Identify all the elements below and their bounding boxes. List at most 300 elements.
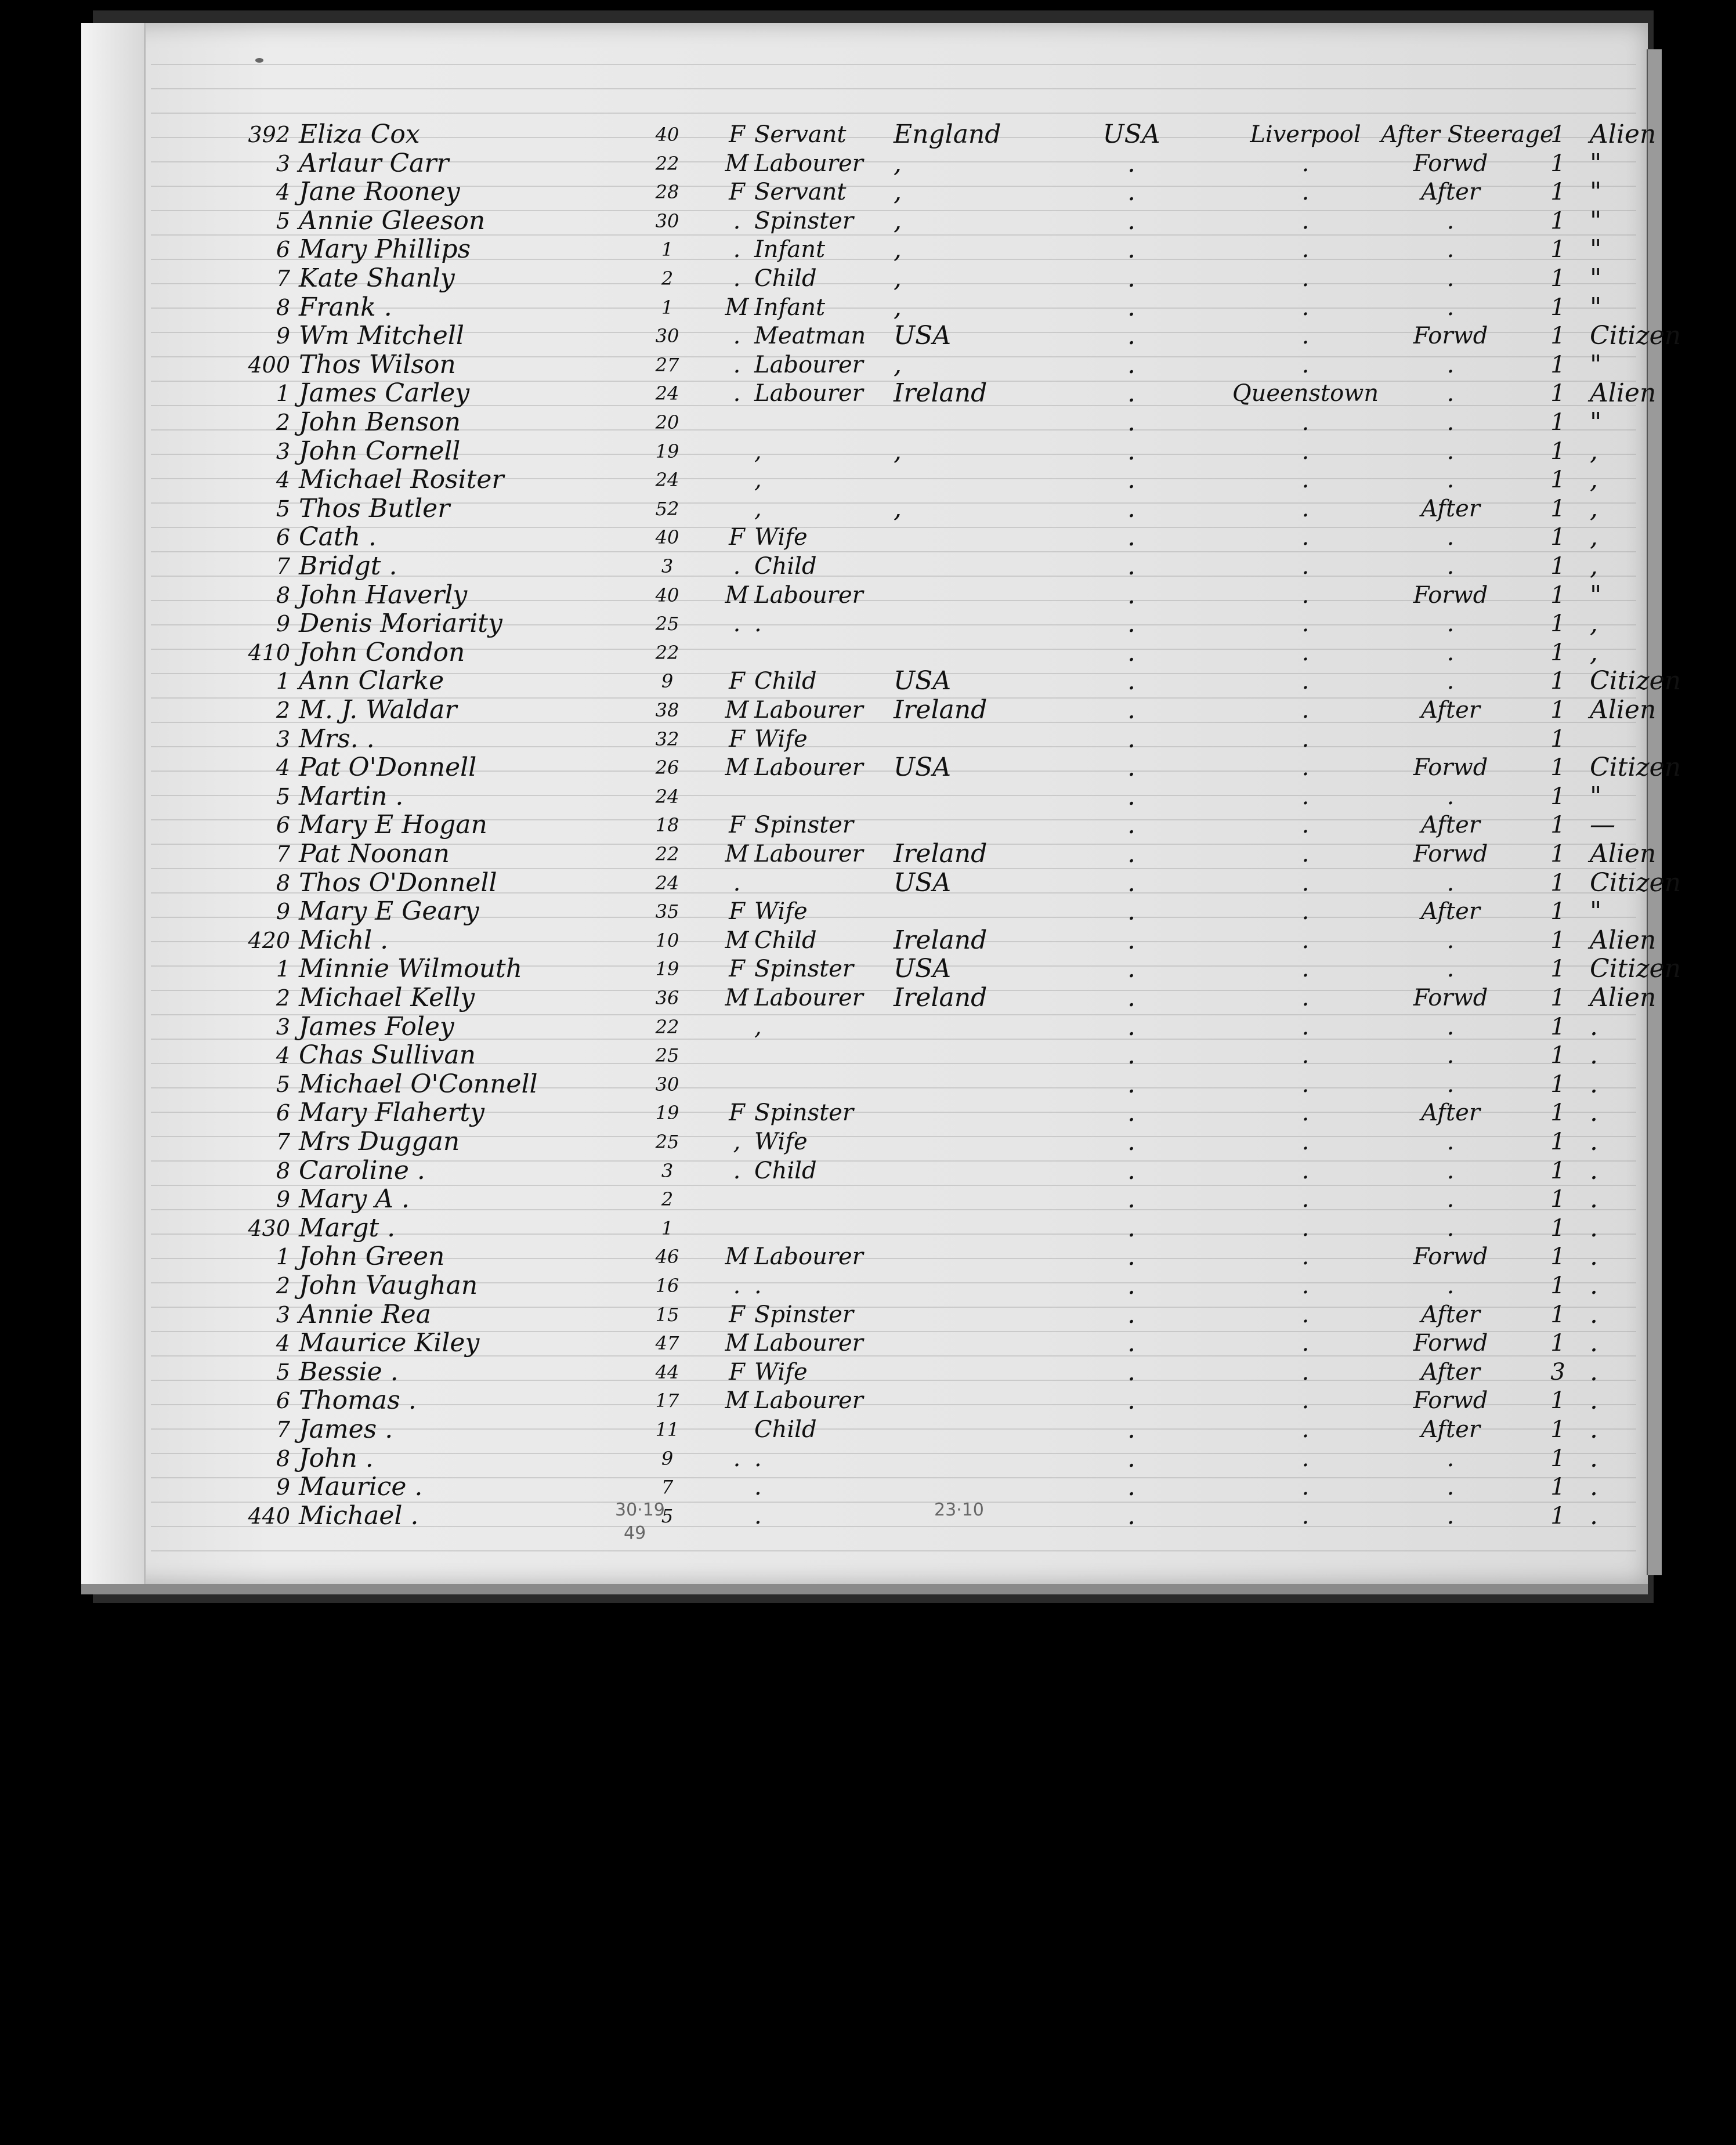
port-of-embarkation: . bbox=[1301, 524, 1310, 551]
passenger-occupation: , bbox=[754, 437, 762, 465]
passenger-name: Mary Flaherty bbox=[299, 1098, 484, 1128]
destination: . bbox=[1127, 551, 1135, 581]
passenger-sex: . bbox=[733, 236, 741, 263]
country-of-origin bbox=[894, 809, 1068, 841]
passenger-class: . bbox=[1446, 207, 1455, 234]
citizenship: " bbox=[1590, 349, 1602, 379]
port-of-embarkation: . bbox=[1301, 351, 1310, 378]
port-of-embarkation: . bbox=[1301, 207, 1310, 234]
passenger-occupation: Labourer bbox=[754, 581, 863, 609]
entry-number: 8 bbox=[276, 582, 290, 608]
passenger-occupation: Wife bbox=[754, 524, 808, 551]
entry-number: 7 bbox=[276, 1417, 290, 1442]
destination: . bbox=[1127, 177, 1135, 207]
destination: USA bbox=[1102, 120, 1160, 149]
destination: . bbox=[1127, 1242, 1135, 1272]
port-of-embarkation: . bbox=[1301, 1358, 1310, 1386]
citizenship: Citizen bbox=[1590, 321, 1681, 351]
port-of-embarkation: . bbox=[1301, 1387, 1310, 1415]
passenger-occupation: Infant bbox=[754, 236, 826, 263]
passenger-class: After bbox=[1421, 898, 1480, 925]
port-of-embarkation: . bbox=[1301, 553, 1310, 580]
passenger-name: Margt . bbox=[299, 1213, 396, 1243]
passenger-name: Pat Noonan bbox=[299, 839, 450, 869]
port-of-embarkation: . bbox=[1301, 1070, 1310, 1098]
passenger-age: 24 bbox=[655, 871, 679, 894]
citizenship: Alien bbox=[1590, 983, 1657, 1012]
passenger-sex: F bbox=[729, 898, 745, 925]
destination: . bbox=[1127, 724, 1135, 754]
passenger-sex bbox=[719, 436, 754, 467]
passenger-age: 25 bbox=[655, 1044, 679, 1067]
passenger-age: 3 bbox=[661, 555, 674, 577]
entry-number: 2 bbox=[276, 410, 290, 435]
destination: . bbox=[1127, 839, 1135, 869]
port-of-embarkation: . bbox=[1301, 323, 1310, 350]
passenger-age: 19 bbox=[655, 1102, 679, 1124]
port-of-embarkation: Liverpool bbox=[1250, 121, 1361, 148]
passenger-age: 7 bbox=[661, 1476, 674, 1499]
entry-number: 430 bbox=[248, 1215, 290, 1241]
port-of-embarkation: . bbox=[1301, 697, 1310, 724]
pieces-of-luggage: 1 bbox=[1550, 697, 1565, 724]
passenger-sex bbox=[719, 1184, 754, 1215]
pieces-of-luggage: 1 bbox=[1550, 1243, 1565, 1271]
passenger-age: 46 bbox=[655, 1246, 679, 1268]
table-row bbox=[81, 896, 1648, 927]
destination: . bbox=[1127, 1357, 1135, 1387]
passenger-class: After bbox=[1421, 1358, 1480, 1386]
passenger-class: . bbox=[1446, 236, 1455, 263]
passenger-sex bbox=[719, 1213, 754, 1244]
entry-number: 3 bbox=[276, 150, 290, 176]
destination: . bbox=[1127, 1271, 1135, 1300]
pieces-of-luggage: 1 bbox=[1550, 179, 1565, 206]
citizenship: . bbox=[1590, 1011, 1598, 1041]
entry-number: 3 bbox=[276, 1301, 290, 1327]
passenger-sex: M bbox=[725, 985, 749, 1011]
passenger-name: Martin . bbox=[299, 781, 404, 811]
citizenship: " bbox=[1590, 234, 1602, 265]
entry-number: 9 bbox=[276, 899, 290, 925]
passenger-occupation: Servant bbox=[754, 179, 847, 206]
entry-number: 8 bbox=[276, 1157, 290, 1184]
passenger-occupation: Child bbox=[754, 668, 817, 695]
passenger-age: 9 bbox=[661, 1447, 674, 1470]
port-of-embarkation: . bbox=[1301, 985, 1310, 1011]
passenger-occupation: Spinster bbox=[754, 1301, 853, 1328]
pieces-of-luggage: 1 bbox=[1550, 1186, 1565, 1213]
destination: . bbox=[1127, 1213, 1135, 1243]
citizenship: Alien bbox=[1590, 839, 1657, 869]
passenger-occupation bbox=[754, 407, 894, 438]
entry-number: 9 bbox=[276, 1187, 290, 1213]
port-of-embarkation: Queenstown bbox=[1232, 380, 1379, 407]
passenger-class: . bbox=[1446, 409, 1455, 436]
table-row bbox=[81, 119, 1657, 150]
destination: . bbox=[1127, 695, 1135, 725]
table-row bbox=[81, 1299, 1648, 1330]
destination: . bbox=[1127, 1127, 1135, 1156]
passenger-class: . bbox=[1446, 1214, 1455, 1242]
passenger-occupation: Labourer bbox=[754, 1330, 863, 1357]
passenger-occupation: Spinster bbox=[754, 956, 853, 983]
passenger-sex: M bbox=[725, 1387, 749, 1415]
passenger-name: Denis Moriarity bbox=[299, 609, 502, 639]
passenger-class: . bbox=[1446, 1157, 1455, 1184]
table-row bbox=[81, 1500, 1648, 1532]
port-of-embarkation: . bbox=[1301, 466, 1310, 494]
passenger-class: After bbox=[1421, 1099, 1480, 1127]
pieces-of-luggage: 1 bbox=[1550, 956, 1565, 983]
country-of-origin: USA bbox=[894, 753, 951, 783]
passenger-occupation bbox=[754, 1069, 894, 1100]
table-row bbox=[81, 522, 1648, 553]
country-of-origin: , bbox=[894, 234, 902, 265]
passenger-sex: M bbox=[725, 1243, 749, 1271]
port-of-embarkation: . bbox=[1301, 639, 1310, 666]
pieces-of-luggage: 1 bbox=[1550, 1330, 1565, 1357]
citizenship: " bbox=[1590, 407, 1602, 437]
citizenship: . bbox=[1590, 1184, 1598, 1214]
entry-number: 2 bbox=[276, 1273, 290, 1298]
passenger-sex: . bbox=[733, 553, 741, 580]
table-row bbox=[81, 263, 1648, 294]
pieces-of-luggage: 1 bbox=[1550, 1099, 1565, 1127]
entry-number: 8 bbox=[276, 1445, 290, 1471]
entry-number: 5 bbox=[276, 1071, 290, 1097]
table-row bbox=[81, 781, 1648, 812]
entry-number: 6 bbox=[276, 237, 290, 263]
passenger-class: . bbox=[1446, 639, 1455, 666]
country-of-origin bbox=[894, 1184, 1068, 1215]
passenger-sex: M bbox=[725, 150, 749, 177]
port-of-embarkation: . bbox=[1301, 179, 1310, 206]
passenger-name: Mary Phillips bbox=[299, 234, 471, 265]
passenger-name: Frank . bbox=[299, 292, 392, 322]
page-mark bbox=[255, 58, 263, 63]
passenger-age: 1 bbox=[661, 238, 674, 261]
passenger-occupation bbox=[754, 867, 894, 899]
port-of-embarkation: . bbox=[1301, 927, 1310, 954]
citizenship bbox=[1590, 724, 1717, 755]
country-of-origin: , bbox=[894, 292, 902, 322]
table-row bbox=[81, 953, 1681, 985]
passenger-age: 30 bbox=[655, 1073, 679, 1095]
entry-number: 7 bbox=[276, 266, 290, 291]
citizenship: . bbox=[1590, 1098, 1598, 1128]
passenger-occupation: , bbox=[754, 466, 762, 494]
passenger-occupation: Labourer bbox=[754, 985, 863, 1011]
passenger-age: 36 bbox=[655, 987, 679, 1009]
passenger-name: Mary E Geary bbox=[299, 896, 479, 927]
passenger-occupation: Wife bbox=[754, 1128, 808, 1155]
page-edge-bottom bbox=[81, 1584, 1648, 1594]
passenger-sex: . bbox=[733, 1157, 741, 1184]
pieces-of-luggage: 1 bbox=[1550, 150, 1565, 177]
tally-left-total: 49 bbox=[624, 1523, 646, 1543]
entry-number: 420 bbox=[248, 927, 290, 953]
passenger-class: . bbox=[1446, 466, 1455, 494]
passenger-name: Chas Sullivan bbox=[299, 1040, 476, 1070]
pieces-of-luggage: 1 bbox=[1550, 437, 1565, 465]
passenger-age: 25 bbox=[655, 1131, 679, 1153]
citizenship: . bbox=[1590, 1213, 1598, 1243]
passenger-occupation: Meatman bbox=[754, 323, 866, 350]
port-of-embarkation: . bbox=[1301, 150, 1310, 177]
entry-number: 3 bbox=[276, 1014, 290, 1040]
table-row bbox=[81, 176, 1648, 208]
passenger-sex: F bbox=[729, 812, 745, 839]
entry-number: 8 bbox=[276, 294, 290, 320]
passenger-class bbox=[1381, 724, 1520, 755]
port-of-embarkation: . bbox=[1301, 1157, 1310, 1184]
passenger-sex: , bbox=[733, 1128, 741, 1155]
citizenship: " bbox=[1590, 148, 1602, 178]
destination: . bbox=[1127, 1069, 1135, 1099]
passenger-occupation: Child bbox=[754, 1157, 817, 1184]
passenger-occupation: Child bbox=[754, 265, 817, 292]
table-row bbox=[81, 724, 1648, 755]
table-row bbox=[81, 752, 1681, 783]
country-of-origin bbox=[894, 1069, 1068, 1100]
table-row bbox=[81, 838, 1657, 870]
table-row bbox=[81, 1241, 1648, 1272]
passenger-sex: . bbox=[733, 1445, 741, 1472]
passenger-name: Cath . bbox=[299, 522, 377, 552]
destination: . bbox=[1127, 263, 1135, 293]
country-of-origin: Ireland bbox=[894, 983, 988, 1012]
port-of-embarkation: . bbox=[1301, 236, 1310, 263]
passenger-sex: M bbox=[725, 581, 749, 609]
pieces-of-luggage: 1 bbox=[1550, 1272, 1565, 1299]
port-of-embarkation: . bbox=[1301, 265, 1310, 292]
passenger-class: After Steerage bbox=[1381, 121, 1554, 148]
entry-number: 6 bbox=[276, 525, 290, 551]
port-of-embarkation: . bbox=[1301, 1445, 1310, 1472]
country-of-origin: Ireland bbox=[894, 839, 988, 869]
passenger-class: Forwd bbox=[1413, 841, 1488, 867]
country-of-origin bbox=[894, 781, 1068, 812]
citizenship: Alien bbox=[1590, 378, 1657, 408]
passenger-name: John Cornell bbox=[299, 436, 461, 466]
citizenship: , bbox=[1590, 609, 1598, 639]
passenger-occupation: Spinster bbox=[754, 1099, 853, 1127]
passenger-age: 26 bbox=[655, 757, 679, 779]
passenger-age: 24 bbox=[655, 785, 679, 808]
pieces-of-luggage: 1 bbox=[1550, 236, 1565, 263]
citizenship: , bbox=[1590, 465, 1598, 495]
passenger-class: . bbox=[1446, 783, 1455, 810]
passenger-age: 19 bbox=[655, 440, 679, 462]
destination: . bbox=[1127, 637, 1135, 667]
passenger-age: 24 bbox=[655, 469, 679, 491]
passenger-sex bbox=[719, 1011, 754, 1043]
entry-number: 8 bbox=[276, 870, 290, 896]
pieces-of-luggage: 1 bbox=[1550, 1157, 1565, 1184]
passenger-sex: M bbox=[725, 754, 749, 782]
passenger-occupation: , bbox=[754, 1013, 762, 1040]
passenger-age: 16 bbox=[655, 1275, 679, 1297]
table-row bbox=[81, 1213, 1648, 1244]
passenger-occupation: . bbox=[754, 610, 762, 638]
passenger-sex bbox=[719, 781, 754, 812]
passenger-age: 20 bbox=[655, 411, 679, 433]
passenger-age: 10 bbox=[655, 929, 679, 952]
port-of-embarkation: . bbox=[1301, 956, 1310, 983]
table-row bbox=[81, 292, 1648, 323]
pieces-of-luggage: 1 bbox=[1550, 121, 1565, 148]
passenger-sex: . bbox=[733, 869, 741, 896]
entry-number: 5 bbox=[276, 783, 290, 809]
passenger-age: 30 bbox=[655, 325, 679, 348]
country-of-origin: USA bbox=[894, 954, 951, 984]
destination: . bbox=[1127, 436, 1135, 466]
passenger-occupation bbox=[754, 1040, 894, 1071]
entry-number: 4 bbox=[276, 1330, 290, 1357]
country-of-origin bbox=[894, 1471, 1068, 1503]
port-of-embarkation: . bbox=[1301, 495, 1310, 522]
destination: . bbox=[1127, 666, 1135, 696]
table-row bbox=[81, 809, 1648, 841]
passenger-name: James . bbox=[299, 1415, 393, 1444]
destination: . bbox=[1127, 1184, 1135, 1214]
passenger-sex bbox=[719, 464, 754, 495]
passenger-age: 40 bbox=[655, 124, 679, 146]
passenger-name: Jane Rooney bbox=[299, 177, 460, 207]
passenger-age: 1 bbox=[661, 296, 674, 319]
citizenship: . bbox=[1590, 1069, 1598, 1099]
passenger-age: 27 bbox=[655, 353, 679, 376]
passenger-sex: . bbox=[733, 610, 741, 638]
passenger-name: John Haverly bbox=[299, 580, 468, 610]
passenger-class: . bbox=[1446, 1070, 1455, 1098]
passenger-class: Forwd bbox=[1413, 754, 1488, 782]
passenger-class: . bbox=[1446, 1502, 1455, 1529]
passenger-age: 35 bbox=[655, 900, 679, 923]
port-of-embarkation: . bbox=[1301, 668, 1310, 695]
country-of-origin bbox=[894, 1040, 1068, 1071]
passenger-sex: M bbox=[725, 294, 749, 321]
pieces-of-luggage: 1 bbox=[1550, 1416, 1565, 1443]
table-row bbox=[81, 1270, 1648, 1301]
passenger-sex: F bbox=[729, 1099, 745, 1127]
passenger-name: James Foley bbox=[299, 1011, 454, 1041]
pieces-of-luggage: 1 bbox=[1550, 1445, 1565, 1472]
table-row bbox=[81, 234, 1648, 265]
country-of-origin: Ireland bbox=[894, 378, 988, 408]
port-of-embarkation: . bbox=[1301, 812, 1310, 839]
citizenship: " bbox=[1590, 781, 1602, 811]
destination: . bbox=[1127, 896, 1135, 927]
pieces-of-luggage: 1 bbox=[1550, 380, 1565, 407]
country-of-origin bbox=[894, 580, 1068, 611]
destination: . bbox=[1127, 609, 1135, 639]
destination: . bbox=[1127, 1299, 1135, 1329]
entry-number: 3 bbox=[276, 726, 290, 752]
table-row bbox=[81, 349, 1648, 381]
passenger-class: After bbox=[1421, 179, 1480, 206]
entry-number: 5 bbox=[276, 1359, 290, 1385]
passenger-sex bbox=[719, 1500, 754, 1532]
port-of-embarkation: . bbox=[1301, 898, 1310, 925]
destination: . bbox=[1127, 1472, 1135, 1502]
port-of-embarkation: . bbox=[1301, 1502, 1310, 1529]
table-row bbox=[81, 608, 1648, 639]
citizenship: " bbox=[1590, 177, 1602, 207]
pieces-of-luggage: 1 bbox=[1550, 812, 1565, 839]
passenger-name: Minnie Wilmouth bbox=[299, 954, 523, 984]
pieces-of-luggage: 1 bbox=[1550, 1013, 1565, 1040]
table-row bbox=[81, 493, 1648, 525]
port-of-embarkation: . bbox=[1301, 437, 1310, 465]
passenger-age: 17 bbox=[655, 1390, 679, 1412]
passenger-name: Thos Butler bbox=[299, 493, 450, 523]
pieces-of-luggage: 1 bbox=[1550, 985, 1565, 1011]
country-of-origin bbox=[894, 1241, 1068, 1272]
passenger-age: 11 bbox=[655, 1419, 679, 1441]
passenger-age: 1 bbox=[661, 1217, 674, 1239]
passenger-class: Forwd bbox=[1413, 1243, 1488, 1271]
port-of-embarkation: . bbox=[1301, 1214, 1310, 1242]
table-row bbox=[81, 551, 1648, 582]
port-of-embarkation: . bbox=[1301, 754, 1310, 782]
citizenship: Alien bbox=[1590, 695, 1657, 725]
country-of-origin: , bbox=[894, 263, 902, 293]
entry-number: 9 bbox=[276, 1474, 290, 1500]
pieces-of-luggage: 3 bbox=[1550, 1358, 1565, 1386]
table-row bbox=[81, 1155, 1648, 1187]
destination: . bbox=[1127, 234, 1135, 265]
citizenship: Alien bbox=[1590, 925, 1657, 955]
entry-number: 4 bbox=[276, 755, 290, 781]
passenger-class: . bbox=[1446, 1186, 1455, 1213]
passenger-age: 38 bbox=[655, 699, 679, 721]
passenger-sex: . bbox=[733, 265, 741, 292]
citizenship: Citizen bbox=[1590, 666, 1681, 696]
citizenship: . bbox=[1590, 1328, 1598, 1358]
passenger-sex: F bbox=[729, 524, 745, 551]
pieces-of-luggage: 1 bbox=[1550, 495, 1565, 522]
pieces-of-luggage: 1 bbox=[1550, 265, 1565, 292]
citizenship: . bbox=[1590, 1472, 1598, 1502]
passenger-name: Arlaur Carr bbox=[299, 148, 449, 178]
citizenship: . bbox=[1590, 1040, 1598, 1070]
port-of-embarkation: . bbox=[1301, 1474, 1310, 1501]
table-row bbox=[81, 694, 1657, 726]
port-of-embarkation: . bbox=[1301, 1416, 1310, 1443]
passenger-sex bbox=[719, 1471, 754, 1503]
entry-number: 2 bbox=[276, 697, 290, 723]
passenger-occupation bbox=[754, 1213, 894, 1244]
passenger-sex bbox=[719, 1040, 754, 1071]
destination: . bbox=[1127, 321, 1135, 351]
passenger-class: . bbox=[1446, 869, 1455, 896]
entry-number: 3 bbox=[276, 438, 290, 464]
passenger-name: Kate Shanly bbox=[299, 263, 455, 293]
passenger-name: Michael . bbox=[299, 1500, 419, 1531]
port-of-embarkation: . bbox=[1301, 1272, 1310, 1299]
pieces-of-luggage: 1 bbox=[1550, 783, 1565, 810]
passenger-occupation: Infant bbox=[754, 294, 826, 321]
passenger-name: Annie Gleeson bbox=[299, 205, 486, 236]
pieces-of-luggage: 1 bbox=[1550, 1214, 1565, 1242]
passenger-class: . bbox=[1446, 1042, 1455, 1069]
destination: . bbox=[1127, 867, 1135, 898]
table-row bbox=[81, 1327, 1648, 1359]
passenger-sex: F bbox=[729, 956, 745, 983]
table-row bbox=[81, 982, 1657, 1014]
